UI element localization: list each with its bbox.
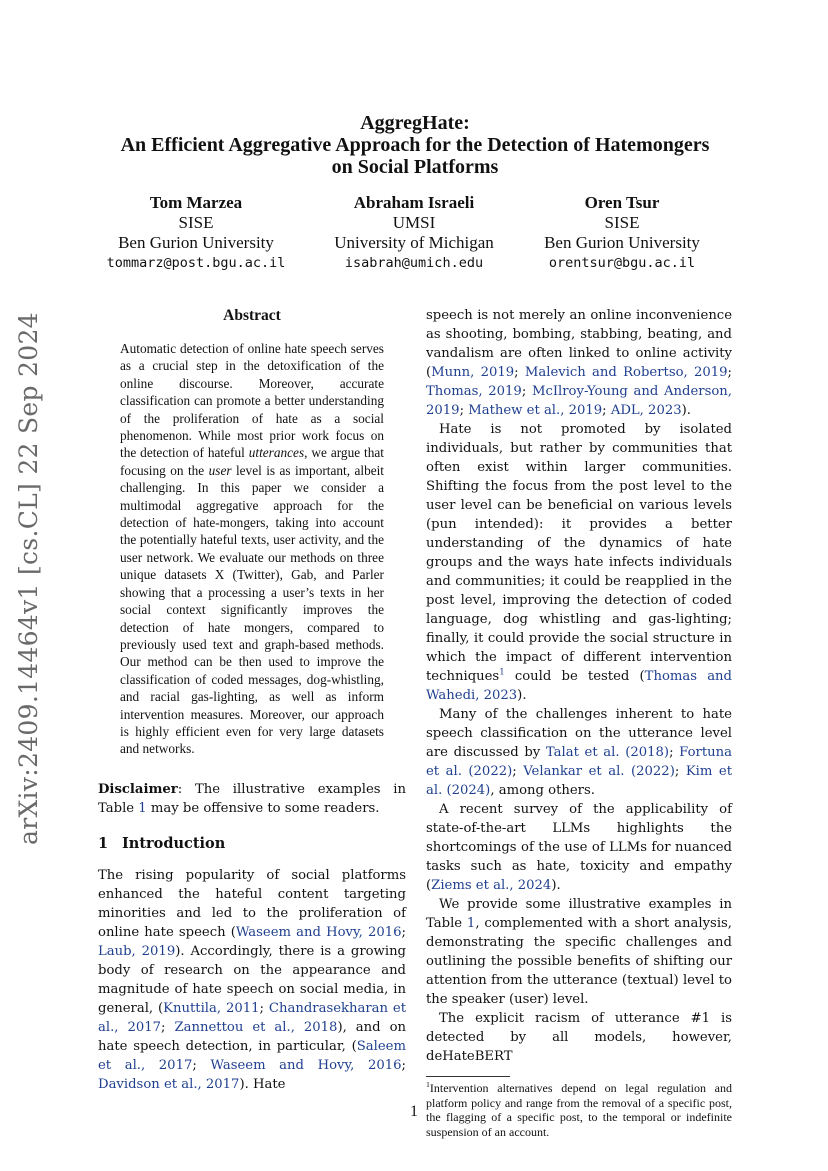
emphasis-utterances: utterances — [248, 445, 305, 461]
intro-paragraph: The rising popularity of social platforms enhanced the hateful content targeting minorities and led to the proliferation of online hate speech (Waseem and Hovy, 2016; Laub, 2019). Accordingly, there is a growing body of research on the appearance and magnitude of hate speech on social media, in general, (Knuttila, 2011; Chandrasekharan et al., 2017; Zannettou et al., 2018), and on hate speech detection, in particular, (Saleem et al., 2017; Waseem and Hovy, 2016; Davidson et al., 2017). Hate — [98, 867, 407, 1092]
citation-link[interactable]: Thomas, 2019 — [426, 384, 522, 399]
author-name: Oren Tsur — [584, 193, 660, 212]
citation-link[interactable]: Chandrasekharan et al., 2017 — [98, 1000, 407, 1035]
citation-link[interactable]: Zannettou et al., 2018 — [174, 1019, 338, 1035]
abstract-heading: Abstract — [223, 307, 281, 324]
section-number: 1 — [98, 834, 109, 852]
table-reference-link[interactable]: 1 — [466, 916, 476, 931]
emphasis-user: user — [208, 462, 232, 478]
author-department: UMSI — [392, 213, 436, 232]
citation-link[interactable]: Mathew et al., 2019 — [468, 403, 603, 418]
citation-link[interactable]: Velankar et al. (2022) — [523, 764, 675, 779]
author-email[interactable]: orentsur@bgu.ac.il — [548, 255, 696, 271]
citation-link[interactable]: Kim et al. (2024) — [426, 764, 733, 798]
author-name: Abraham Israeli — [353, 193, 475, 212]
right-column — [426, 306, 732, 1151]
table-reference-link[interactable]: 1 — [138, 800, 147, 816]
author-2 — [314, 193, 514, 273]
author-3 — [524, 193, 720, 273]
footnote-divider — [426, 1076, 510, 1077]
footnote: $^1$Intervention alternatives depend on legal regulation and platform policy and range from the removal of a specific post, the flagging of a specific post, to the temporal or indefinite suspension of an account. — [426, 1080, 732, 1139]
citation-link[interactable]: McIlroy-Young and Anderson, 2019 — [426, 384, 732, 418]
body-paragraph: speech is not merely an online inconvenience as shooting, bombing, stabbing, beating, and vandalism are often linked to online activity (Munn, 2019; Malevich and Robertso, 2019; Thomas, 2019; McIlroy-Young and Anderson, 2019; Mathew et al., 2019; ADL, 2023). — [426, 308, 732, 418]
footnote-marker-link[interactable]: 1 — [499, 667, 505, 678]
citation-link[interactable]: Talat et al. (2018) — [545, 745, 670, 760]
citation-link[interactable]: Knuttila, 2011 — [163, 1000, 260, 1016]
author-name: Tom Marzea — [149, 193, 243, 212]
body-paragraph: Hate is not promoted by isolated individuals, but rather by communities that often exist within larger communities. Shifting the focus from the post level to the user level can be beneficial on various levels (pun intended): it provides a better understanding of the dynamics of hate groups and the ways hate infects individuals and communities; it could be reapplied in the post level, improving the detection of coded language, dog whistling and gas-lighting; finally, it could provide the social structure in which the impact of different intervention techniques$^1$ could be tested (Thomas and Wahedi, 2023). — [426, 422, 732, 703]
paper-title — [90, 112, 740, 178]
citation-link[interactable]: Waseem and Hovy, 2016 — [235, 924, 402, 940]
citation-link[interactable]: ADL, 2023 — [610, 403, 682, 418]
arxiv-identifier-stamp: arXiv:2409.14464v1 [cs.CL] 22 Sep 2024 — [14, 312, 43, 845]
left-column — [98, 306, 406, 1094]
author-department: SISE — [604, 213, 640, 232]
citation-link[interactable]: Malevich and Robertso, 2019 — [524, 365, 728, 380]
author-department: SISE — [178, 213, 214, 232]
citation-link[interactable]: Davidson et al., 2017 — [98, 1076, 240, 1092]
title-line-3: on Social Platforms — [331, 156, 499, 178]
body-paragraph: The explicit racism of utterance #1 is detected by all models, however, deHateBERT — [426, 1011, 732, 1064]
citation-link[interactable]: Fortuna et al. (2022) — [426, 745, 732, 779]
author-institution: Ben Gurion University — [544, 233, 700, 252]
section-heading-introduction — [98, 834, 406, 854]
body-paragraph: Many of the challenges inherent to hate speech classification on the utterance level are discussed by Talat et al. (2018); Fortuna et al. (2022); Velankar et al. (2022); Kim et al. (2024), among others. — [426, 707, 733, 798]
author-institution: University of Michigan — [334, 233, 494, 252]
author-institution: Ben Gurion University — [118, 233, 274, 252]
citation-link[interactable]: Waseem and Hovy, 2016 — [210, 1057, 402, 1073]
title-line-1: AggregHate: — [360, 112, 470, 134]
abstract-text: Automatic detection of online hate speech serves as a crucial step in the detoxification of the online discourse. Moreover, accurate classification can promote a better understanding of the proliferation of hate as a social phenomenon. While most prior work focus on the detection of hateful utterances, we argue that focusing on the user level is as important, albeit challenging. In this paper we consider a multimodal aggregative approach for the detection of hate-mongers, taking into account the potentially hateful texts, user activity, and the user network. We evaluate our methods on three unique datasets X (Twitter), Gab, and Parler showing that a processing a user’s texts in her social context significantly improves the detection of hate mongers, compared to previously used text and graph-based methods. Our method can be then used to improve the classification of coded messages, dog-whistling, and racial gas-lighting, as well as inform intervention measures. Moreover, our approach is highly efficient even for very large datasets and networks. — [120, 341, 385, 757]
citation-link[interactable]: Saleem et al., 2017 — [98, 1038, 406, 1073]
disclaimer: Disclaimer: The illustrative examples in Table 1 may be offensive to some readers. — [98, 781, 406, 816]
section-title: Introduction — [122, 834, 226, 852]
citation-link[interactable]: Ziems et al., 2024 — [431, 878, 552, 893]
author-1 — [96, 193, 296, 273]
author-email[interactable]: tommarz@post.bgu.ac.il — [106, 255, 286, 271]
footnote-mark: 1 — [426, 1080, 430, 1089]
author-block — [96, 193, 736, 273]
page-number: 1 — [410, 1103, 418, 1120]
body-paragraph: We provide some illustrative examples in Table 1, complemented with a short analysis, demonstrating the specific challenges and outlining the possible benefits of shifting our attention from the utterance (textual) level to the speaker (user) level. — [426, 897, 733, 1007]
citation-link[interactable]: Laub, 2019 — [98, 943, 176, 959]
citation-link[interactable]: Munn, 2019 — [431, 365, 515, 380]
disclaimer-label: Disclaimer — [98, 781, 178, 797]
author-email[interactable]: isabrah@umich.edu — [344, 255, 484, 271]
citation-link[interactable]: Thomas and Wahedi, 2023 — [426, 669, 732, 703]
body-paragraph: A recent survey of the applicability of state-of-the-art LLMs highlights the shortcomings of the use of LLMs for nuanced tasks such as hate, toxicity and empathy (Ziems et al., 2024). — [426, 802, 732, 893]
title-line-2: An Efficient Aggregative Approach for the Detection of Hatemongers — [120, 134, 710, 156]
